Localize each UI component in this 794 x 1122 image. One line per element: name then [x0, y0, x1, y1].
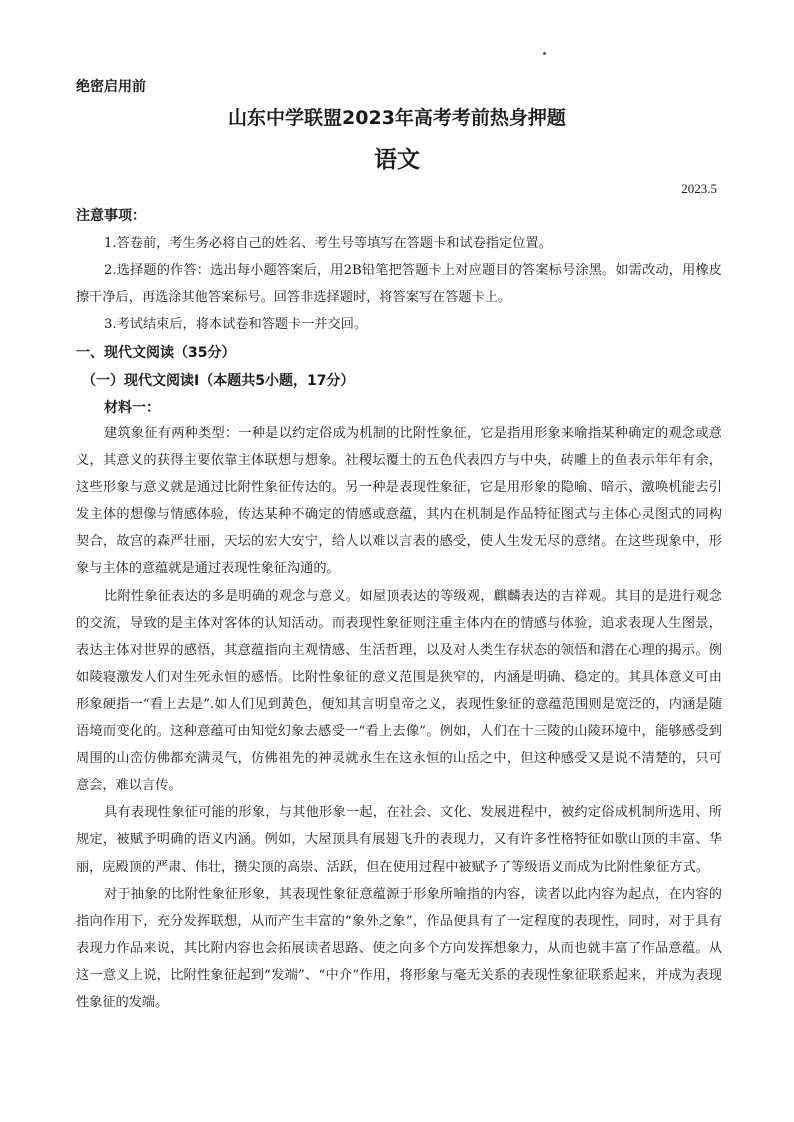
notice-list — [76, 230, 722, 338]
notice-item: 3.考试结束后，将本试卷和答题卡一并交回。 — [104, 317, 368, 332]
paragraph: 具有表现性象征可能的形象，与其他形象一起，在社会、文化、发展进程中，被约定俗成机制所选用、所规定，被赋予明确的语义内涵。例如，大屋顶具有展翅飞升的表现力，又有许多性格特征如歇山顶的丰富、华丽，庑殿顶的严肃、伟壮，攒尖顶的高崇、活跃，但在使用过程中被赋予了等级语义而成为比附性象征方式。 — [76, 805, 722, 875]
paragraph: 建筑象征有两种类型：一种是以约定俗成为机制的比附性象征，它是指用形象来喻指某种确定的观念或意义，其意义的获得主要依靠主体联想与想象。社稷坛覆土的五色代表四方与中央，砖雕上的鱼表示年年有余，这些形象与意义就是通过比附性象征传达的。另一种是表现性象征，它是用形象的隐喻、暗示、激唤机能去引发主体的想像与情感体验，传达某种不确定的情感或意蕴，其内在机制是作品特征图式与主体心灵图式的同构契合，故宫的森严壮丽，天坛的宏大安宁，给人以难以言表的感受，使人生发无尽的意绪。在这些现象中，形象与主体的意蕴就是通过表现性象征沟通的。 — [76, 426, 722, 577]
secret-label: 绝密启用前 — [76, 79, 146, 95]
notice-item: 2.选择题的作答：选出每小题答案后，用2B铅笔把答题卡上对应题目的答案标号涂黑。如需改动，用橡皮擦干净后，再选涂其他答案标号。回答非选择题时，将答案写在答题卡上。 — [76, 263, 722, 305]
paragraph: 比附性象征表达的多是明确的观念与意义。如屋顶表达的等级观，麒麟表达的吉祥观。其目的是进行观念的交流，导致的是主体对客体的认知活动。而表现性象征则注重主体内在的情感与体验，追求表现人生图景，表达主体对世界的感悟，其意蕴指向主观情感、生活哲理，以及对人类生存状态的领悟和潜在心理的揭示。例如陵寝激发人们对生死永恒的感悟。比附性象征的意义范围是狭窄的，内涵是明确、稳定的。其具体意义可由形象硬指一“看上去是”.如人们见到黄色，便知其言明皇帝之义，表现性象征的意蕴范围则是宽泛的，内涵是随语境而变化的。这种意蕴可由知觉幻象去感受一“看上去像”。例如，人们在十三陵的山陵环境中，能够感受到周围的山峦仿佛都充满灵气，仿佛祖先的神灵就永生在这永恒的山岳之中，但这种感受又是说不清楚的，只可意会，难以言传。 — [76, 588, 722, 794]
exam-date: 2023.5 — [681, 181, 717, 196]
subsection-heading: （一）现代文阅读Ⅰ（本题共5小题，17分） — [82, 373, 355, 389]
material-body — [76, 420, 722, 1016]
subject-title: 语文 — [374, 147, 420, 173]
exam-title: 山东中学联盟2023年高考考前热身押题 — [228, 107, 566, 129]
notice-item: 1.答卷前，考生务必将自己的姓名、考生号等填写在答题卡和试卷指定位置。 — [104, 236, 552, 251]
section-heading: 一、现代文阅读（35分） — [76, 345, 236, 361]
material-label: 材料一： — [104, 400, 160, 416]
notice-heading: 注意事项： — [76, 208, 146, 224]
paragraph: 对于抽象的比附性象征形象，其表现性象征意蕴源于形象所喻指的内容，读者以此内容为起点，在内容的指向作用下，充分发挥联想，从而产生丰富的“象外之象”，作品便具有了一定程度的表现性，同时，对于具有表现力作品来说，其比附内容也会拓展读者思路、使之向多个方向发挥想象力，从而也就丰富了作品意蕴。从这一意义上说，比附性象征起到“发端”、“中介”作用，将形象与毫无关系的表现性象征联系起来，并成为表现性象征的发端。 — [76, 886, 722, 1010]
scan-dot — [543, 52, 546, 55]
